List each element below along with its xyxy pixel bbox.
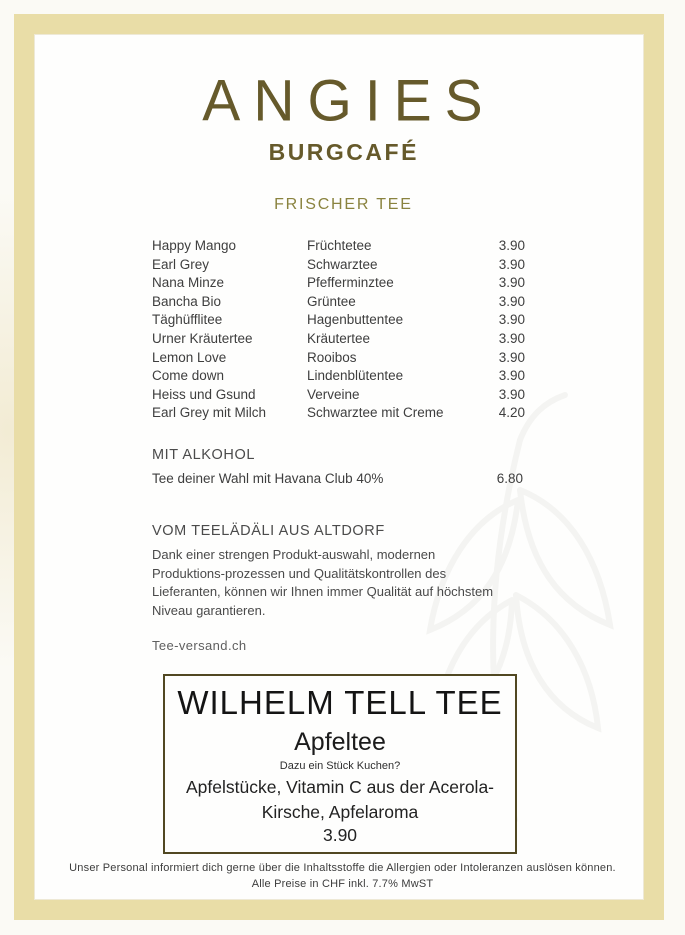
tea-row [152,274,525,293]
tea-desc: Kräutertee [307,330,371,346]
special-description: Apfelstücke, Vitamin C aus der Acerola-Kirsche, Apfelaroma [185,777,495,822]
tea-desc: Rooibos [307,349,357,365]
supplier-heading: VOM TEELÄDÄLI AUS ALTDORF [152,523,385,539]
tea-list [152,237,525,423]
tea-desc: Grüntee [307,293,356,309]
brand-subtitle: BURGCAFÉ [268,139,419,165]
brand-title: ANGIES [202,68,496,134]
tea-name: Heiss und Gsund [152,386,256,402]
tea-name: Earl Grey [152,256,210,272]
footer-allergy-note: Unser Personal informiert dich gerne über die Inhaltsstoffe die Allergien oder Intoleranzen auslösen können. [69,862,616,874]
special-subtitle: Apfeltee [294,728,386,756]
tea-row [152,330,525,349]
tea-desc: Verveine [307,386,360,402]
tea-desc: Schwarztee [307,256,378,272]
supplier-text: Dank einer strengen Produkt-auswahl, modernen Produktions-prozessen und Qualitätskontrollen des Lieferanten, können wir Ihnen immer Qualität auf höchstem Niveau garantieren. [152,547,494,618]
tea-row [152,256,525,275]
tea-row [152,311,525,330]
tea-name: Earl Grey mit Milch [152,405,267,421]
tea-row [152,237,525,256]
special-note: Dazu ein Stück Kuchen? [279,760,401,772]
special-title: WILHELM TELL TEE [177,684,503,721]
tea-name: Lemon Love [152,349,227,365]
special-offer-box [163,674,517,854]
tea-desc: Früchtetee [307,238,372,253]
alcohol-item-price: 6.80 [496,471,523,486]
alcohol-item-row [152,471,523,486]
tea-price: 3.90 [498,312,525,328]
tea-desc: Schwarztee mit Creme [307,405,444,421]
supplier-website: Tee-versand.ch [152,638,247,654]
tea-row [152,367,525,386]
tea-desc: Lindenblütentee [307,368,404,384]
tea-name: Bancha Bio [152,293,222,309]
tea-name: Nana Minze [152,275,225,291]
tea-row [152,386,525,405]
tea-price: 3.90 [498,256,525,272]
tea-price: 3.90 [498,275,525,291]
tea-price: 3.90 [498,238,525,253]
tea-name: Happy Mango [152,238,237,253]
tea-price: 3.90 [498,349,525,365]
tea-price: 3.90 [498,293,525,309]
tea-row [152,349,525,368]
tea-price: 3.90 [498,386,525,402]
tea-name: Täghüfflitee [152,312,223,328]
tea-row [152,293,525,312]
tea-price: 4.20 [498,405,525,421]
footer [0,862,685,894]
alcohol-section [152,447,523,486]
tea-desc: Pfefferminztee [307,275,394,291]
tea-price: 3.90 [498,368,525,384]
tea-desc: Hagenbuttentee [307,312,404,328]
alcohol-heading: MIT ALKOHOL [152,447,256,463]
special-price: 3.90 [322,825,358,845]
footer-price-note: Alle Preise in CHF inkl. 7.7% MwST [251,878,434,890]
tea-row [152,404,525,423]
tea-name: Come down [152,368,225,384]
tea-price: 3.90 [498,330,525,346]
supplier-section [152,523,504,653]
section-title: FRISCHER TEE [274,196,413,213]
tea-name: Urner Kräutertee [152,330,253,346]
alcohol-item-name: Tee deiner Wahl mit Havana Club 40% [152,471,384,486]
